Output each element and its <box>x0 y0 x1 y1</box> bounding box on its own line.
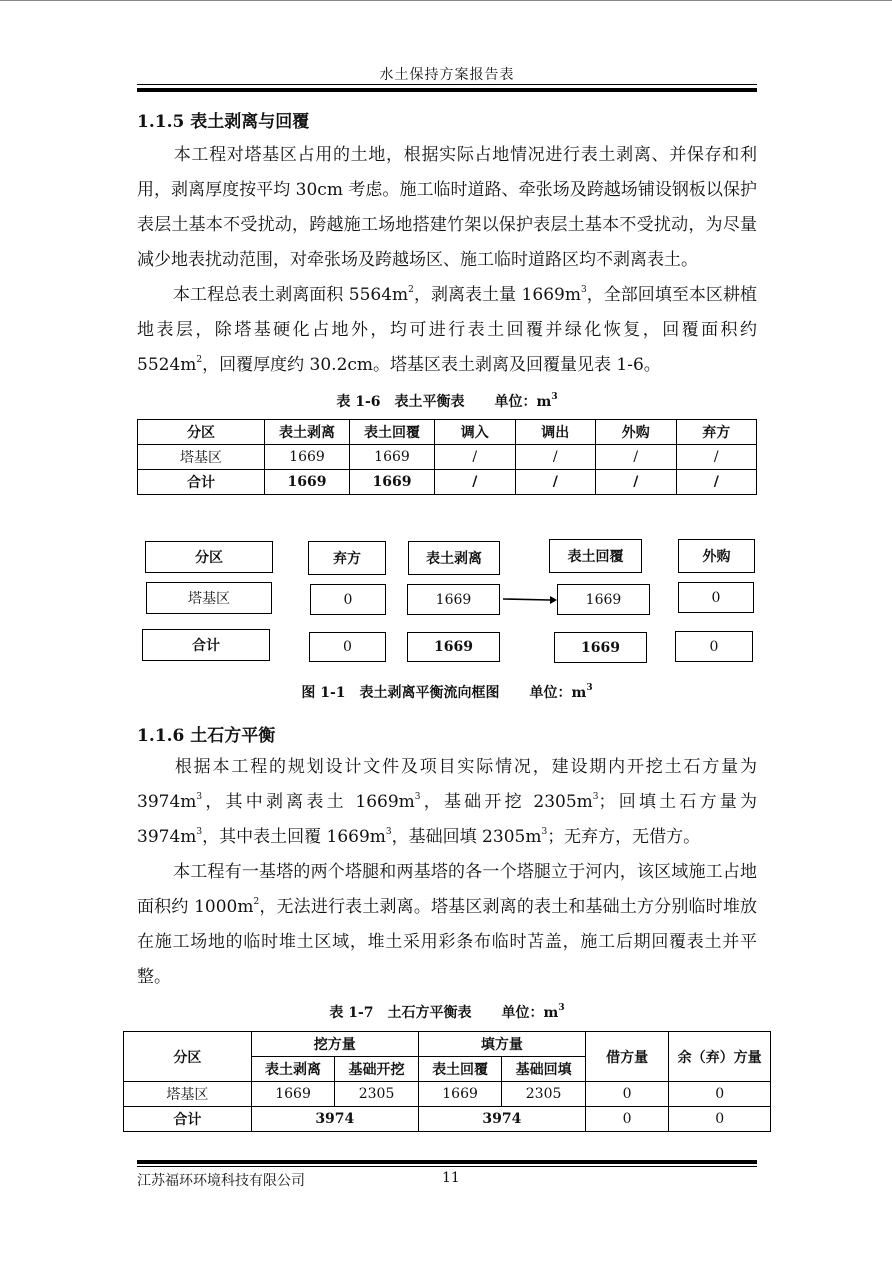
table-cell: 2305 <box>502 1082 586 1107</box>
table-1-6-caption: 表 1-6 表土平衡表 单位：$m^3$ <box>336 392 558 410</box>
table-header-cell: 表土剥离 <box>251 1057 335 1082</box>
table-cell: 1669 <box>350 445 435 470</box>
table-header-cell: 分区 <box>124 1032 252 1082</box>
table-header-cell: 分区 <box>138 420 265 445</box>
table-cell: / <box>676 470 757 495</box>
flow-cover-tower: 1669 <box>557 584 650 615</box>
table-1-7 <box>123 1031 771 1132</box>
flow-purchase-tower: 0 <box>678 582 754 613</box>
flow-discard-total: 0 <box>309 632 386 662</box>
table-cell: 1669 <box>251 1082 335 1107</box>
running-header: 水土保持方案报告表 <box>379 67 515 83</box>
table-total-row <box>138 470 757 495</box>
table-cell: 1669 <box>265 445 350 470</box>
table-header-cell: 表土回覆 <box>418 1057 502 1082</box>
table-1-7-caption: 表 1-7 土石方平衡表 单位：$m^3$ <box>329 1003 565 1021</box>
page-number: 11 <box>442 1170 460 1186</box>
figure-1-1-caption: 图 1-1 表土剥离平衡流向框图 单位：$m^3$ <box>301 683 593 701</box>
paragraph-topsoil-stripping: 本工程对塔基区占用的土地，根据实际占地情况进行表土剥离、并保存和利用，剥离厚度按平均 30cm 考虑。施工临时道路、牵张场及跨越场铺设钢板以保护表层土基本不受扰动，跨越施工场地搭建竹架以保护表层土基本不受扰动，为尽量减少地表扰动范围，对牵张场及跨越场区、施工临时道路区均不剥离表土。 <box>137 145 757 270</box>
table-header-cell: 基础开挖 <box>335 1057 419 1082</box>
flow-header-cover: 表土回覆 <box>549 539 642 573</box>
flow-discard-tower: 0 <box>310 584 386 615</box>
table-cell: / <box>515 470 596 495</box>
table-cell: 0 <box>585 1082 669 1107</box>
table-cell: 1669 <box>265 470 350 495</box>
flow-header-purchase: 外购 <box>678 539 755 573</box>
table-cell: 1669 <box>418 1082 502 1107</box>
table-cell: 合计 <box>124 1107 252 1132</box>
flow-header-strip: 表土剥离 <box>408 541 500 575</box>
table-cell: / <box>596 470 677 495</box>
footer-company: 江苏福环环境科技有限公司 <box>137 1173 305 1189</box>
table-header-cell: 外购 <box>596 420 677 445</box>
table-header-cell: 填方量 <box>418 1032 585 1057</box>
section-heading-1-1-6: 1.1.6 土石方平衡 <box>137 726 276 746</box>
table-cell: / <box>515 445 596 470</box>
table-header-cell: 挖方量 <box>251 1032 418 1057</box>
table-cell: 3974 <box>251 1107 418 1132</box>
table-cell: 塔基区 <box>138 445 265 470</box>
footer-rule-thick <box>137 1160 757 1164</box>
table-cell: 2305 <box>335 1082 419 1107</box>
table-header-cell: 基础回填 <box>502 1057 586 1082</box>
table-header-cell: 余（弃）方量 <box>669 1032 771 1082</box>
table-cell: 0 <box>585 1107 669 1132</box>
flow-strip-tower: 1669 <box>407 584 500 615</box>
table-total-row <box>124 1107 771 1132</box>
flow-zone-total: 合计 <box>142 629 270 661</box>
table-cell: 3974 <box>418 1107 585 1132</box>
table-cell: 1669 <box>350 470 435 495</box>
table-cell: / <box>435 445 516 470</box>
flow-cover-total: 1669 <box>554 632 647 663</box>
flow-purchase-total: 0 <box>675 631 753 662</box>
flow-header-discard: 弃方 <box>308 541 386 575</box>
table-cell: 0 <box>669 1107 771 1132</box>
table-header-cell: 调出 <box>515 420 596 445</box>
table-1-6 <box>137 419 757 495</box>
table-header-row <box>138 420 757 445</box>
flow-zone-tower: 塔基区 <box>146 582 272 614</box>
table-header-cell: 调入 <box>435 420 516 445</box>
table-header-cell: 弃方 <box>676 420 757 445</box>
table-header-cell: 借方量 <box>585 1032 669 1082</box>
table-header-cell: 表土回覆 <box>350 420 435 445</box>
table-cell: / <box>435 470 516 495</box>
table-header-row <box>124 1032 771 1057</box>
header-rule-thick <box>137 88 757 92</box>
header-rule-thin <box>137 84 757 85</box>
flow-strip-total: 1669 <box>407 632 500 662</box>
table-cell: / <box>596 445 677 470</box>
table-cell: 塔基区 <box>124 1082 252 1107</box>
flow-header-zone: 分区 <box>145 541 273 573</box>
footer-rule-thin <box>137 1166 757 1167</box>
table-cell: 合计 <box>138 470 265 495</box>
table-cell: 0 <box>669 1082 771 1107</box>
paragraph-river-towers: 本工程有一基塔的两个塔腿和两基塔的各一个塔腿立于河内，该区域施工占地面积约 $1000m^2$，无法进行表土剥离。塔基区剥离的表土和基础土方分别临时堆放在施工场地的临时堆土区域，堆土采用彩条布临时苫盖，施工后期回覆表土并平整。 <box>137 862 757 987</box>
top-border <box>0 0 892 1</box>
section-heading-1-1-5: 1.1.5 表土剥离与回覆 <box>137 112 310 132</box>
table-cell: / <box>676 445 757 470</box>
paragraph-topsoil-quantities: 本工程总表土剥离面积 $5564m^2$，剥离表土量 $1669m^3$，全部回填至本区耕植地表层，除塔基硬化占地外，均可进行表土回覆并绿化恢复，回覆面积约 $5524m^2$，回覆厚度约 30.2cm。塔基区表土剥离及回覆量见表 1-6。 <box>137 285 757 375</box>
paragraph-earthwork-balance: 根据本工程的规划设计文件及项目实际情况，建设期内开挖土石方量为 $3974m^3$，其中剥离表土 $1669m^3$，基础开挖 $2305m^3$；回填土石方量为 $3974m^3$，其中表土回覆 $1669m^3$，基础回填 $2305m^3$；无弃方，无借方。 <box>137 757 757 847</box>
flow-arrow <box>500 590 560 610</box>
table-row <box>124 1082 771 1107</box>
table-header-cell: 表土剥离 <box>265 420 350 445</box>
table-row <box>138 445 757 470</box>
